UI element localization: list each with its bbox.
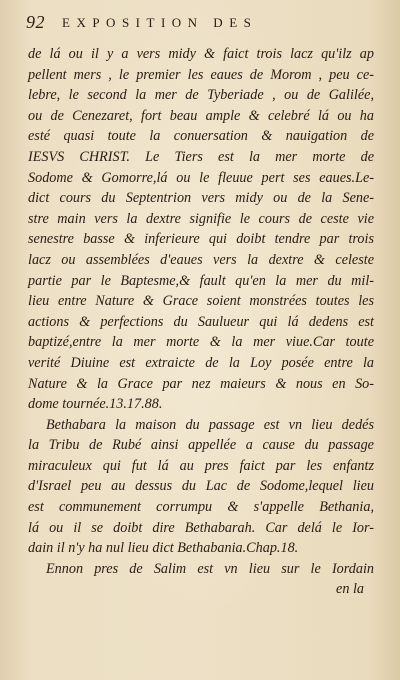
text-line: esté quasi toute la conuersation & nauigation de xyxy=(28,128,374,145)
text-line: lá ou il se doibt dire Bethabarah. Car delá le Ior- xyxy=(28,519,374,536)
paragraph-first-line: Bethabara la maison du passage est vn lieu dedés xyxy=(46,416,374,433)
text-line: pellent mers , le premier les eaues de Morom , peu ce- xyxy=(28,66,374,83)
page-number: 92 xyxy=(26,12,45,32)
text-line: actions & perfections du Saulueur qui lá dedens est xyxy=(28,313,374,330)
text-line: dome tournée.13.17.88. xyxy=(28,396,163,413)
text-line: lebre, le second la mer de Tyberiade , ou de Galilée, xyxy=(28,87,374,104)
text-line: senestre basse & inferieure qui doibt tendre par trois xyxy=(28,231,374,248)
text-line: lieu entre Nature & Grace soient monstrées toutes les xyxy=(28,293,374,310)
catchword: en la xyxy=(336,581,364,598)
text-line: dain il n'y ha nul lieu dict Bethabania.Chap.18. xyxy=(28,540,299,557)
text-line: dict cours du Septentrion vers midy ou de la Sene- xyxy=(28,190,374,207)
text-line: IESVS CHRIST. Le Tiers est la mer morte de xyxy=(28,148,374,165)
text-line: ou de Cenezaret, fort beau ample & celebré lá ou ha xyxy=(28,107,374,124)
text-line: Nature & la Grace par nez maieurs & nous en So- xyxy=(28,375,374,392)
text-line: Sodome & Gomorre,lá ou le fleuue pert ses eaues.Le- xyxy=(28,169,374,186)
text-line: lacz ou assemblées d'eaues vers la dextre & celeste xyxy=(28,251,374,268)
text-line: est communement corrumpu & s'appelle Bethania, xyxy=(28,499,374,516)
text-line: stre main vers la dextre signifie le cours de ceste vie xyxy=(28,210,374,227)
text-line: d'Israel peu au dessus du Lac de Sodome,lequel lieu xyxy=(28,478,374,495)
running-head: EXPOSITION DES xyxy=(62,15,258,30)
text-line: la Tribu de Rubé ainsi appellée a cause du passage xyxy=(28,437,374,454)
page-header xyxy=(26,12,386,38)
text-line: partie par le Baptesme,& fault qu'en la mer du mil- xyxy=(28,272,374,289)
text-line: miraculeux qui fut lá au pres faict par les enfantz xyxy=(28,457,374,474)
text-line: verité Diuine est extraicte de la Loy posée entre la xyxy=(28,354,374,371)
text-line: baptizé,entre la mer morte & la mer viue.Car toute xyxy=(28,334,374,351)
paragraph-first-line: Ennon pres de Salim est vn lieu sur le Iordain xyxy=(46,560,374,577)
body-text xyxy=(28,44,374,600)
text-line: de lá ou il y a vers midy & faict trois lacz qu'ilz ap xyxy=(28,46,374,62)
